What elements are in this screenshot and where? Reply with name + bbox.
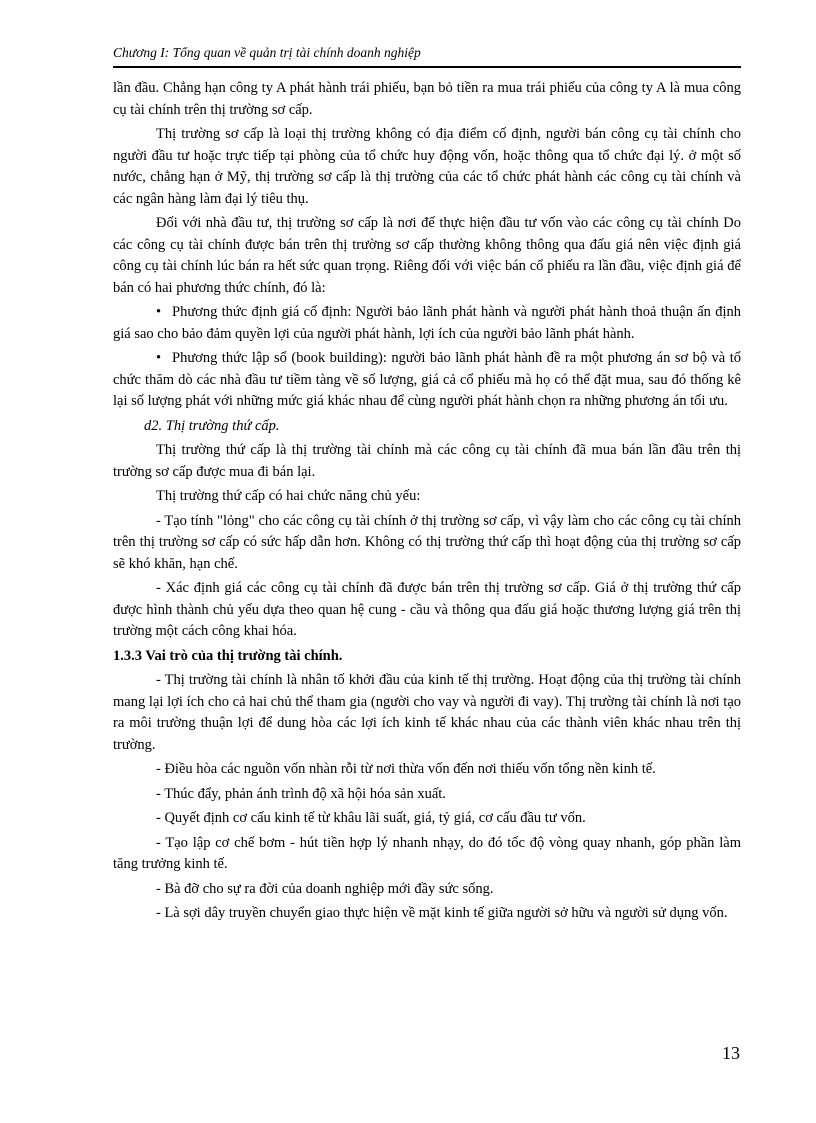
paragraph: lần đầu. Chẳng hạn công ty A phát hành trái phiếu, bạn bỏ tiền ra mua trái phiếu của công ty A là mua công cụ tài chính trên thị trường sơ cấp. (113, 80, 741, 118)
bullet-marker: • (156, 304, 162, 320)
paragraph: - Xác định giá các công cụ tài chính đã được bán trên thị trường sơ cấp. Giá ở thị trường thứ cấp được hình thành chủ yếu dựa theo quan hệ cung - cầu và thông qua đấu giá hoặc thương lượng giá trên thị trường một cách công khai hóa. (113, 580, 741, 639)
paragraph: Thị trường thứ cấp có hai chức năng chủ yếu: (156, 488, 421, 504)
paragraph: Thị trường sơ cấp là loại thị trường không có địa điểm cố định, người bán công cụ tài chính cho người đầu tư hoặc trực tiếp tại phòng của tổ chức huy động vốn, hoặc thông qua tổ chức đại lý. ở một số nước, chẳng hạn ở Mỹ, thị trường sơ cấp là thị trường của các tổ chức phát hành các công cụ tài chính và các ngân hàng làm đại lý tiêu thụ. (113, 126, 741, 207)
section-heading: 1.3.3 Vai trò của thị trường tài chính. (113, 647, 343, 664)
running-header: Chương I: Tổng quan về quản trị tài chính doanh nghiệp (113, 45, 421, 60)
paragraph: Đối với nhà đầu tư, thị trường sơ cấp là nơi để thực hiện đầu tư vốn vào các công cụ tài chính Do các công cụ tài chính được bán trên thị trường sơ cấp thường không thông qua đấu giá nên việc định giá công cụ tài chính lúc bán ra hết sức quan trọng. Riêng đối với việc bán cổ phiếu ra lần đầu, việc định giá để bán có hai phương thức chính, đó là: (113, 215, 741, 296)
paragraph: Thị trường thứ cấp là thị trường tài chính mà các công cụ tài chính đã mua bán lần đầu trên thị trường sơ cấp được mua đi bán lại. (113, 442, 741, 480)
bullet-item (113, 348, 741, 413)
paragraph: - Điều hòa các nguồn vốn nhàn rỗi từ nơi thừa vốn đến nơi thiếu vốn tổng nền kinh tế. (156, 761, 656, 777)
paragraph: - Là sợi dây truyền chuyển giao thực hiện về mặt kinh tế giữa người sở hữu và người sử dụng vốn. (156, 905, 728, 921)
paragraph: - Tạo lập cơ chế bơm - hút tiền hợp lý nhanh nhạy, do đó tốc độ vòng quay nhanh, góp phần làm tăng trưởng kinh tế. (113, 834, 741, 872)
paragraph: - Thúc đẩy, phản ánh trình độ xã hội hóa sản xuất. (156, 785, 446, 802)
header-rule (113, 66, 741, 68)
bullet-marker: • (156, 350, 162, 366)
page-body (113, 78, 741, 928)
paragraph: - Quyết định cơ cấu kinh tế từ khâu lãi suất, giá, tỷ giá, cơ cấu đầu tư vốn. (156, 810, 586, 826)
bullet-item (113, 302, 741, 345)
bullet-text: Phương thức định giá cố định: Người bảo lãnh phát hành và người phát hành thoả thuận ấn định giá sao cho bảo đảm quyền lợi của người phát hành, lợi ích của người bảo lãnh phát hành. (113, 304, 741, 342)
paragraph: - Thị trường tài chính là nhân tố khởi đầu của kinh tế thị trường. Hoạt động của thị trường tài chính mang lại lợi ích cho cả hai chủ thể tham gia (người cho vay và người đi vay). Thị trường tài chính là nơi tạo ra môi trường thuận lợi để dung hòa các lợi ích kinh tế khác nhau của các thành viên khác nhau trên thị trường. (113, 672, 741, 753)
subsection-heading: d2. Thị trường thứ cấp. (144, 417, 280, 434)
page-number: 13 (722, 1043, 740, 1063)
bullet-text: Phương thức lập sổ (book building): người bảo lãnh phát hành đề ra một phương án sơ bộ và tổ chức thăm dò các nhà đầu tư tiềm tàng về số lượng, giá cả cổ phiếu mà họ có thể đặt mua, sau đó thống kê lại số lượng phát với những mức giá khác nhau để cùng người phát hành chọn ra những phương án tối ưu. (113, 350, 741, 409)
paragraph: - Tạo tính "lỏng" cho các công cụ tài chính ở thị trường sơ cấp, vì vậy làm cho các công cụ tài chính trên thị trường sơ cấp có sức hấp dẫn hơn. Không có thị trường thứ cấp thì hoạt động của thị trường sơ cấp sẽ khó khăn, hạn chế. (113, 512, 741, 572)
paragraph: - Bà đỡ cho sự ra đời của doanh nghiệp mới đầy sức sống. (156, 880, 494, 897)
